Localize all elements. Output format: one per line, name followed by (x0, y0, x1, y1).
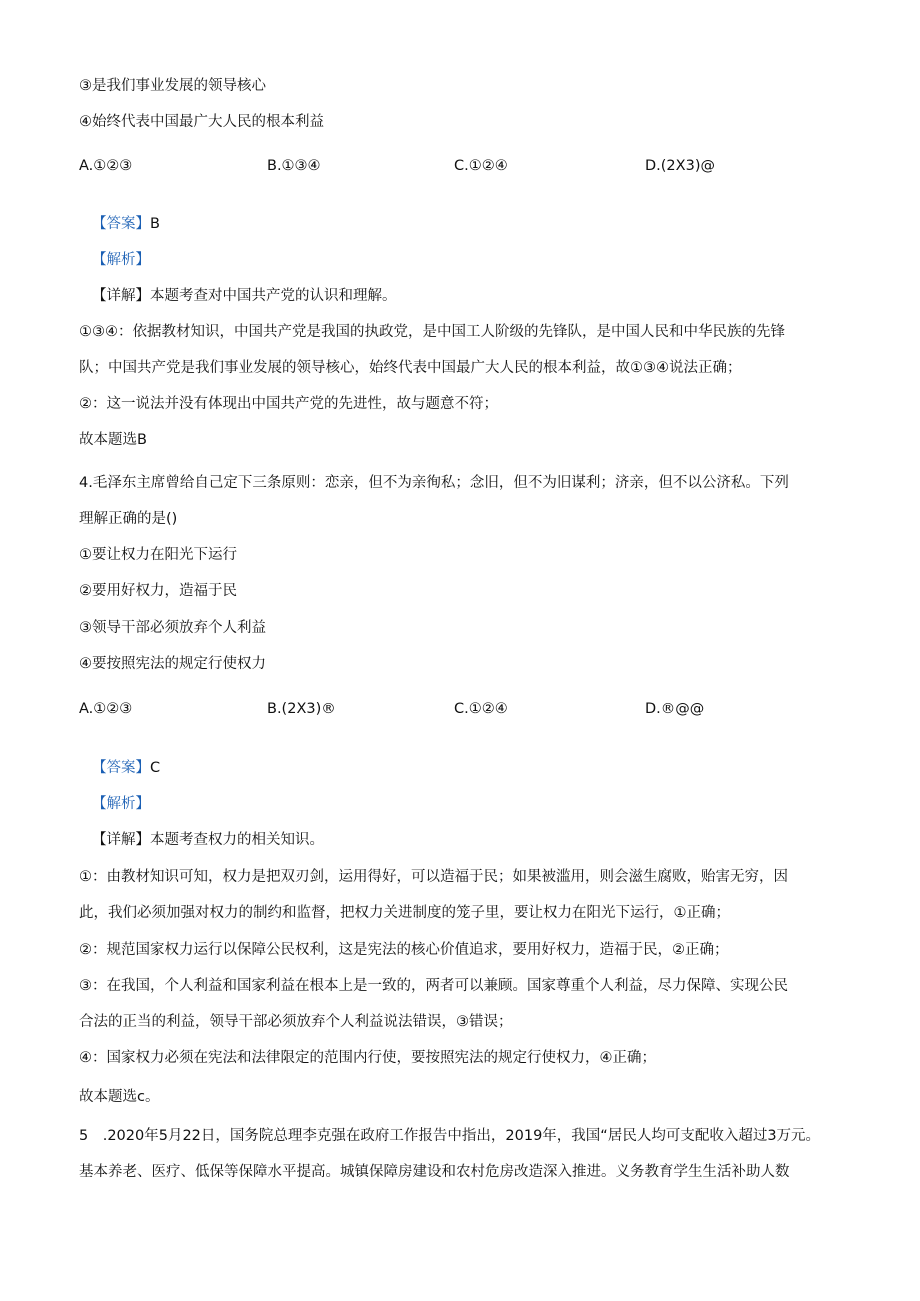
explanation-line: ④：国家权力必须在宪法和法律限定的范围内行使，要按照宪法的规定行使权力，④正确； (79, 1050, 656, 1066)
analysis-line (92, 250, 862, 270)
conclusion-line: 故本题选c。 (79, 1089, 160, 1105)
question-line: 理解正确的是() (79, 511, 178, 527)
detail-tag: 【详解】 (92, 832, 150, 848)
option-item-3: ③领导干部必须放弃个人利益 (79, 620, 266, 636)
analysis-line (92, 794, 862, 814)
question-line: 5 .2020年5月22日，国务院总理李克强在政府工作报告中指出，2019年，我国“居民人均可支配收入超过3万元。 (79, 1128, 821, 1144)
explanation-line: 队；中国共产党是我们事业发展的领导核心，始终代表中国最广大人民的根本利益，故①③④说法正确； (79, 360, 742, 376)
answer-value: C (150, 760, 161, 776)
option-item-4: ④始终代表中国最广大人民的根本利益 (79, 114, 324, 130)
answer-tag: 【答案】 (92, 216, 150, 232)
detail-tag: 【详解】 (92, 288, 150, 304)
choice-b: B.①③④ (267, 158, 321, 174)
choice-d: D.®@@ (645, 701, 705, 717)
question-line: 基本养老、医疗、低保等保障水平提高。城镇保障房建设和农村危房改造深入推进。义务教育学生生活补助人数 (79, 1164, 790, 1180)
option-item-2: ②要用好权力，造福于民 (79, 583, 237, 599)
detail-line (92, 830, 862, 850)
detail-line (92, 286, 862, 306)
choice-b: B.(2X3)® (267, 701, 336, 717)
question-line: 4.毛泽东主席曾给自己定下三条原则：恋亲，但不为亲徇私；念旧，但不为旧谋利；济亲，但不以公济私。下列 (79, 475, 789, 491)
option-item-4: ④要按照宪法的规定行使权力 (79, 656, 266, 672)
explanation-line: 合法的正当的利益，领导干部必须放弃个人利益说法错误，③错误； (79, 1014, 513, 1030)
explanation-line: ①：由教材知识可知，权力是把双刃剑，运用得好，可以造福于民；如果被滥用，则会滋生腐败，贻害无穷，因 (79, 869, 788, 885)
option-item-1: ①要让权力在阳光下运行 (79, 547, 237, 563)
choice-row (79, 156, 849, 176)
answer-line (92, 758, 862, 778)
choice-row (79, 699, 849, 719)
analysis-tag: 【解析】 (92, 796, 150, 812)
explanation-line: ②：这一说法并没有体现出中国共产党的先进性，故与题意不符； (79, 396, 498, 412)
conclusion-line: 故本题选B (79, 432, 147, 448)
option-item-3: ③是我们事业发展的领导核心 (79, 78, 266, 94)
analysis-tag: 【解析】 (92, 252, 150, 268)
choice-a: A.①②③ (79, 158, 133, 174)
choice-d: D.(2X3)@ (645, 158, 715, 174)
explanation-line: ②：规范国家权力运行以保障公民权利，这是宪法的核心价值追求，要用好权力，造福于民，②正确； (79, 942, 729, 958)
detail-intro: 本题考查权力的相关知识。 (150, 832, 324, 848)
answer-line (92, 214, 862, 234)
explanation-line: ①③④：依据教材知识，中国共产党是我国的执政党，是中国工人阶级的先锋队，是中国人民和中华民族的先锋 (79, 324, 785, 340)
detail-intro: 本题考查对中国共产党的认识和理解。 (150, 288, 397, 304)
answer-value: B (150, 216, 160, 232)
explanation-line: 此，我们必须加强对权力的制约和监督，把权力关进制度的笼子里，要让权力在阳光下运行，①正确； (79, 905, 730, 921)
choice-a: A.①②③ (79, 701, 133, 717)
answer-tag: 【答案】 (92, 760, 150, 776)
choice-c: C.①②④ (454, 158, 508, 174)
choice-c: C.①②④ (454, 701, 508, 717)
explanation-line: ③：在我国，个人利益和国家利益在根本上是一致的，两者可以兼顾。国家尊重个人利益，尽力保障、实现公民 (79, 978, 788, 994)
